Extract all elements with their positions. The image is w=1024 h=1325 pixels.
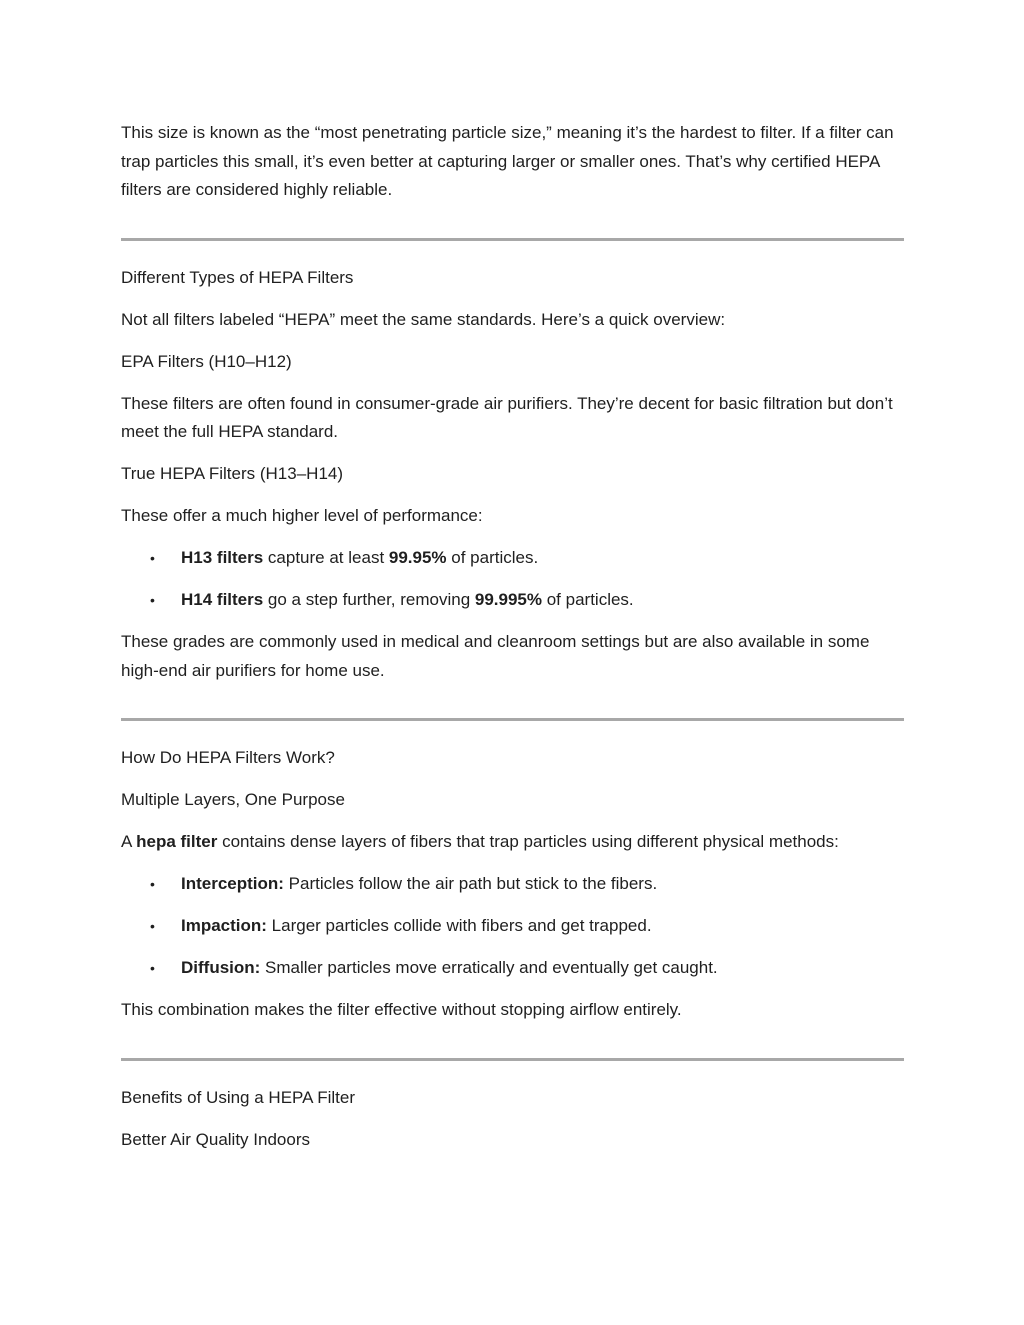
section-heading-benefits: Benefits of Using a HEPA Filter xyxy=(121,1087,356,1107)
section-divider xyxy=(121,718,904,721)
list-item xyxy=(121,870,904,899)
bullet-icon: • xyxy=(150,918,155,934)
how-intro-bold: hepa filter xyxy=(136,832,218,851)
grade-list xyxy=(121,544,904,615)
list-item-bold: Diffusion: xyxy=(181,958,261,977)
list-item xyxy=(121,954,904,983)
true-hepa-heading: True HEPA Filters (H13–H14) xyxy=(121,464,344,483)
list-item-text: Particles follow the air path but stick to the fibers. xyxy=(283,874,658,893)
epa-heading: EPA Filters (H10–H12) xyxy=(121,351,292,371)
how-closing: This combination makes the filter effective without stopping airflow entirely. xyxy=(121,1000,682,1019)
list-item-value: 99.995% xyxy=(474,590,542,609)
how-intro-suffix: contains dense layers of fibers that trap particles using different physical methods: xyxy=(217,832,839,851)
section-divider xyxy=(121,1058,904,1061)
list-item-text: go a step further, removing xyxy=(263,590,475,609)
section-divider xyxy=(121,238,904,241)
list-item-value: 99.95% xyxy=(388,548,447,567)
list-item-text: capture at least xyxy=(263,548,389,567)
how-subheading: Multiple Layers, One Purpose xyxy=(121,790,345,809)
list-item xyxy=(121,586,904,615)
list-item-bold: H14 filters xyxy=(181,590,264,609)
list-item-text: Larger particles collide with fibers and get trapped. xyxy=(266,916,652,935)
list-item-bold: H13 filters xyxy=(181,548,264,567)
bullet-icon: • xyxy=(150,550,155,566)
bullet-icon: • xyxy=(150,960,155,976)
section-heading-how: How Do HEPA Filters Work? xyxy=(121,748,335,767)
list-item-bold: Impaction: xyxy=(181,916,267,935)
document-body xyxy=(121,119,904,1168)
list-item-text: of particles. xyxy=(542,590,634,609)
types-overview: Not all filters labeled “HEPA” meet the same standards. Here’s a quick overview: xyxy=(121,309,726,329)
list-item xyxy=(121,912,904,941)
how-intro-prefix: A xyxy=(121,832,137,851)
method-list xyxy=(121,870,904,983)
how-intro xyxy=(121,828,904,857)
list-item-text: Smaller particles move erratically and eventually get caught. xyxy=(260,958,718,977)
list-item-text: of particles. xyxy=(446,548,539,567)
section-heading-types: Different Types of HEPA Filters xyxy=(121,267,354,287)
bullet-icon: • xyxy=(150,876,155,892)
bullet-icon: • xyxy=(150,592,155,608)
intro-paragraph: This size is known as the “most penetrating particle size,” meaning it’s the hardest to filter. If a filter can trap particles this small, it’s even better at capturing larger or smaller ones. That’s why certified HEPA filters are considered highly reliable. xyxy=(121,123,894,199)
true-hepa-intro: These offer a much higher level of performance: xyxy=(121,506,483,525)
list-item-bold: Interception: xyxy=(181,874,284,893)
epa-text: These filters are often found in consumer-grade air purifiers. They’re decent for basic filtration but don’t meet the full HEPA standard. xyxy=(121,393,893,441)
benefits-subheading: Better Air Quality Indoors xyxy=(121,1129,310,1149)
types-closing: These grades are commonly used in medical and cleanroom settings but are also available in some high-end air purifiers for home use. xyxy=(121,632,870,680)
list-item xyxy=(121,544,904,573)
